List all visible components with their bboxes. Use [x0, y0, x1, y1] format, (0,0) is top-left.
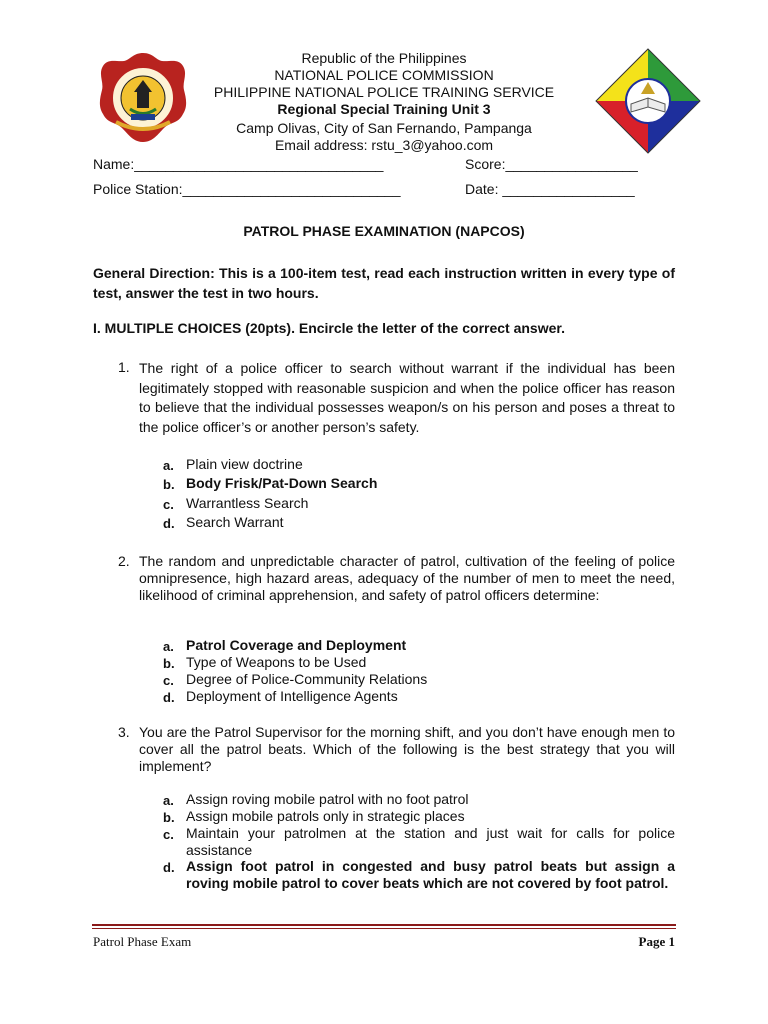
question-number: 2. — [118, 553, 130, 569]
option-letter[interactable]: c. — [163, 497, 174, 512]
score-field[interactable]: Score:_________________ — [465, 156, 638, 172]
option-letter[interactable]: b. — [163, 656, 175, 671]
header-napolcom: NATIONAL POLICE COMMISSION — [274, 67, 494, 83]
page-number: Page 1 — [638, 934, 675, 949]
option-text: Type of Weapons to be Used — [186, 654, 367, 670]
option-letter[interactable]: a. — [163, 639, 174, 654]
option-letter[interactable]: a. — [163, 458, 174, 473]
question-text: The random and unpredictable character of patrol, cultivation of the feeling of police omnipresence, high hazard areas, adequacy of the number of men to meet the need, likelihood of criminal apprehension, and safety of patrol officers determine: — [139, 553, 675, 603]
section-title: I. MULTIPLE CHOICES (20pts). Encircle the letter of the correct answer. — [93, 320, 565, 336]
header-email: Email address: rstu_3@yahoo.com — [274, 137, 494, 153]
question-text: The right of a police officer to search without warrant if the individual has been legitimately stopped with reasonable suspicion and when the police officer has reason to believe that the individual possesses weapon/s on his person and poses a threat to the police officer’s or another person’s safety. — [139, 360, 675, 435]
option-letter[interactable]: a. — [163, 793, 174, 808]
question-number: 1. — [118, 359, 130, 375]
police-station-field[interactable]: Police Station:____________________________ — [93, 181, 401, 197]
footer-divider — [92, 924, 676, 926]
question-number: 3. — [118, 724, 130, 740]
date-field[interactable]: Date: _________________ — [465, 181, 635, 197]
option-text: Deployment of Intelligence Agents — [186, 688, 398, 704]
option-text: Warrantless Search — [186, 495, 309, 511]
option-letter[interactable]: c. — [163, 673, 174, 688]
option-text: Body Frisk/Pat-Down Search — [186, 475, 378, 491]
option-text: Plain view doctrine — [186, 456, 303, 472]
option-text: Assign mobile patrols only in strategic places — [186, 808, 465, 824]
option-letter[interactable]: b. — [163, 810, 175, 825]
footer-title: Patrol Phase Exam — [93, 934, 192, 949]
option-text: Patrol Coverage and Deployment — [186, 637, 407, 653]
name-field[interactable]: Name:________________________________ — [93, 156, 384, 172]
option-text: Assign roving mobile patrol with no foot patrol — [186, 791, 469, 807]
header-republic: Republic of the Philippines — [301, 50, 467, 66]
question-text: You are the Patrol Supervisor for the morning shift, and you don’t have enough men to cover all the patrol beats. Which of the following is the best strategy that you will implement? — [139, 724, 675, 774]
option-text: Assign foot patrol in congested and busy patrol beats but assign a roving mobile patrol to cover beats which are not covered by foot patrol. — [186, 858, 675, 891]
general-direction: General Direction: This is a 100-item test, read each instruction written in every type of test, answer the test in two hours. — [93, 265, 675, 301]
header-pnpts: PHILIPPINE NATIONAL POLICE TRAINING SERVICE — [213, 84, 555, 100]
header-unit: Regional Special Training Unit 3 — [277, 101, 491, 117]
exam-title: PATROL PHASE EXAMINATION (NAPCOS) — [243, 223, 525, 239]
option-text: Maintain your patrolmen at the station and just wait for calls for police assistance — [186, 825, 675, 858]
option-letter[interactable]: c. — [163, 827, 174, 842]
option-text: Search Warrant — [186, 514, 284, 530]
option-text: Degree of Police-Community Relations — [186, 671, 428, 687]
header-address: Camp Olivas, City of San Fernando, Pampanga — [236, 120, 532, 136]
option-letter[interactable]: d. — [163, 690, 175, 705]
option-letter[interactable]: b. — [163, 477, 175, 492]
footer-divider-thin — [92, 928, 676, 929]
option-letter[interactable]: d. — [163, 516, 175, 531]
option-letter[interactable]: d. — [163, 860, 175, 875]
